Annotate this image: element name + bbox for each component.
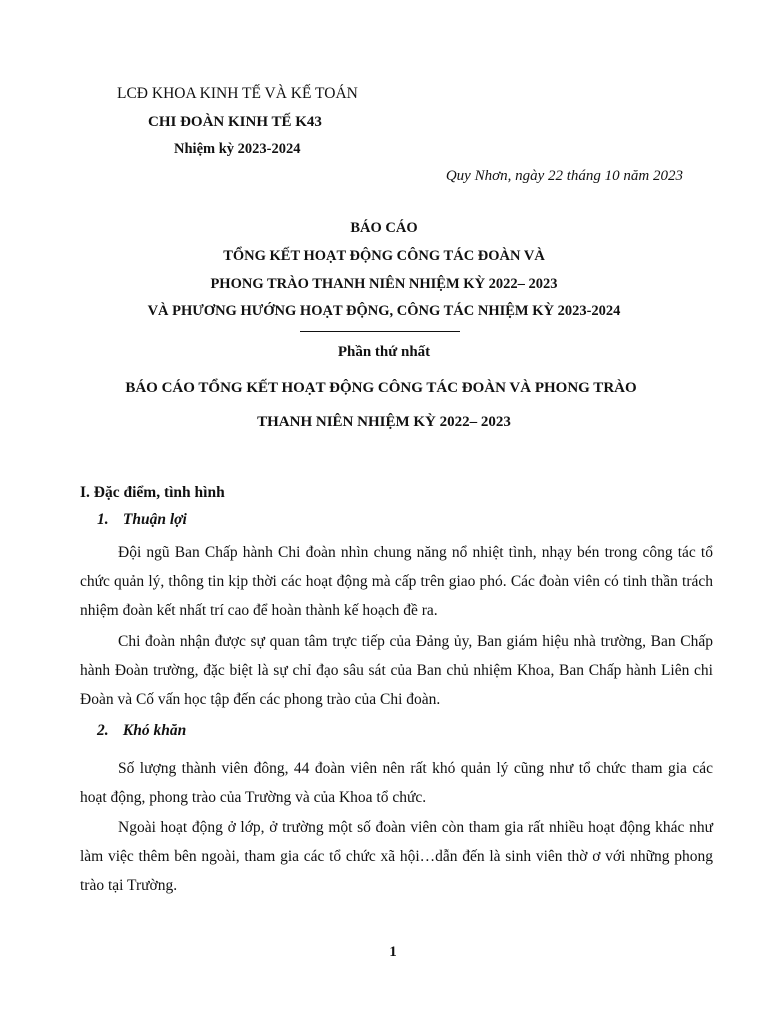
page-number: 1 — [389, 944, 397, 960]
report-title-line-3: PHONG TRÀO THANH NIÊN NHIỆM KỲ 2022– 2023 — [210, 276, 558, 292]
org-line-1: LCĐ KHOA KINH TẾ VÀ KẾ TOÁN — [117, 85, 358, 102]
paragraph: Ngoài hoạt động ở lớp, ở trường một số đoàn viên còn tham gia rất nhiều hoạt động khác như làm việc thêm bên ngoài, tham gia các tổ chức xã hội…dẫn đến là sinh viên thờ ơ với những phong trào tại Trường. — [80, 819, 713, 894]
report-title: BÁO CÁO — [350, 220, 418, 236]
part-heading-line-2: THANH NIÊN NHIỆM KỲ 2022– 2023 — [257, 414, 511, 430]
part-heading-line-1: BÁO CÁO TỔNG KẾT HOẠT ĐỘNG CÔNG TÁC ĐOÀN VÀ PHONG TRÀO — [125, 380, 637, 396]
paragraph: Đội ngũ Ban Chấp hành Chi đoàn nhìn chung năng nổ nhiệt tình, nhạy bén trong công tác tổ chức quản lý, thông tin kịp thời các hoạt động mà cấp trên giao phó. Các đoàn viên có tinh thần trách nhiệm đoàn kết nhất trí cao để hoàn thành kế hoạch đề ra. — [80, 544, 713, 619]
subsection-title: Thuận lợi — [122, 511, 187, 528]
subsection-number: 1. — [97, 511, 109, 528]
part-label: Phần thứ nhất — [337, 344, 431, 360]
org-line-2: CHI ĐOÀN KINH TẾ K43 — [148, 114, 322, 130]
report-title-line-2: TỔNG KẾT HOẠT ĐỘNG CÔNG TÁC ĐOÀN VÀ — [223, 248, 545, 264]
subsection-number: 2. — [97, 722, 109, 739]
subsection-title: Khó khăn — [122, 722, 187, 739]
subsection-heading-advantages — [97, 511, 187, 529]
term-line: Nhiệm kỳ 2023-2024 — [174, 141, 301, 157]
title-divider — [300, 331, 460, 332]
paragraph: Chi đoàn nhận được sự quan tâm trực tiếp của Đảng ủy, Ban giám hiệu nhà trường, Ban Chấp hành Đoàn trường, đặc biệt là sự chỉ đạo sâu sát của Ban chủ nhiệm Khoa, Ban Chấp hành Liên chi Đoàn và Cố vấn học tập đến các phong trào của Chi đoàn. — [80, 633, 713, 708]
place-date: Quy Nhơn, ngày 22 tháng 10 năm 2023 — [445, 168, 683, 184]
section-heading: I. Đặc điểm, tình hình — [80, 484, 225, 501]
report-title-line-4: VÀ PHƯƠNG HƯỚNG HOẠT ĐỘNG, CÔNG TÁC NHIỆM KỲ 2023-2024 — [147, 303, 621, 319]
subsection-heading-difficulties — [97, 722, 186, 740]
paragraph: Số lượng thành viên đông, 44 đoàn viên nên rất khó quản lý cũng như tổ chức tham gia các hoạt động, phong trào của Trường và của Khoa tổ chức. — [80, 760, 713, 806]
